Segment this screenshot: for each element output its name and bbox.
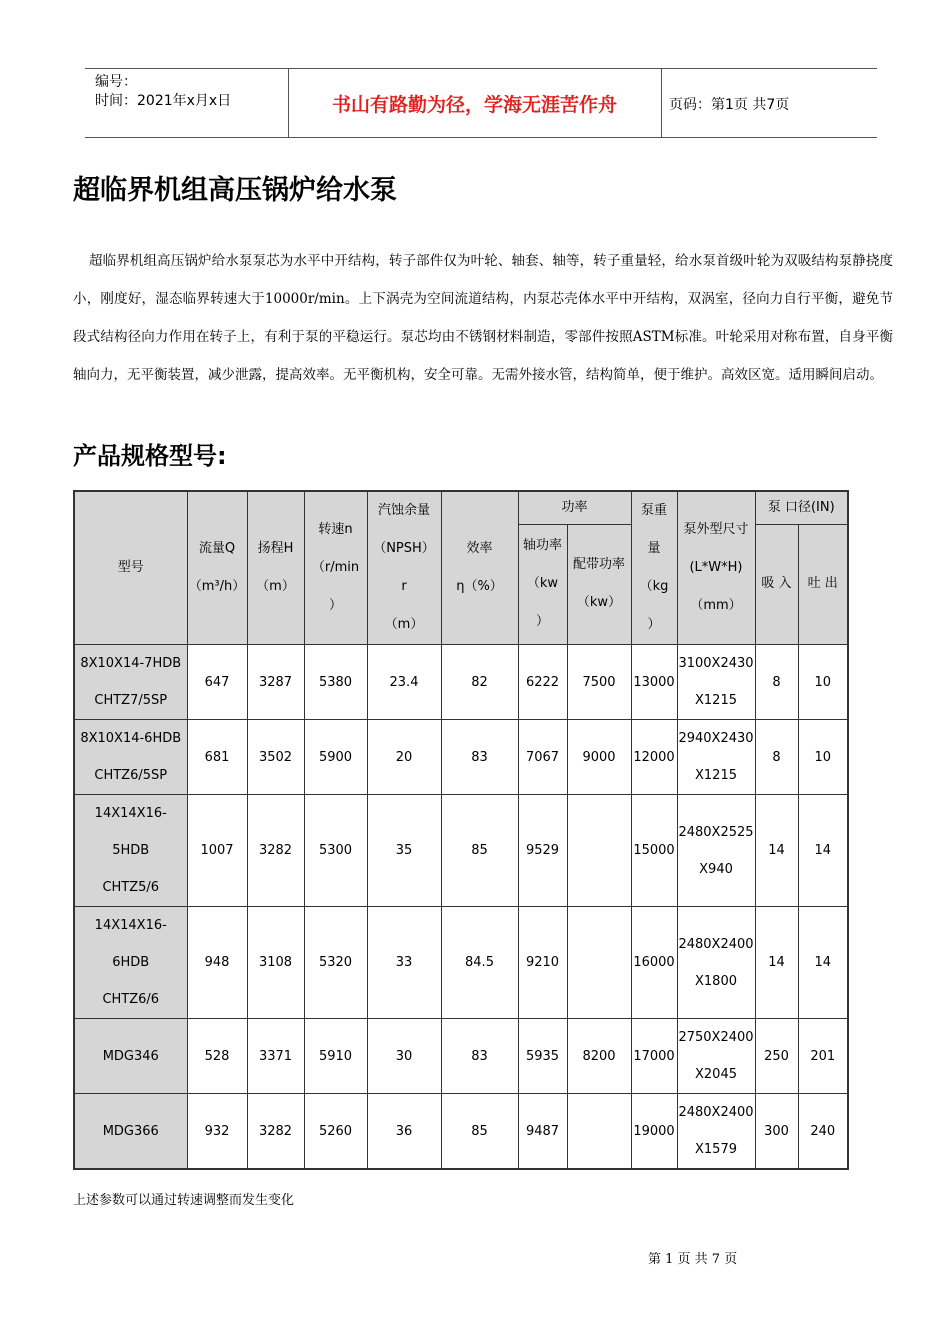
cell-model: MDG366 [74,1094,187,1170]
cell-head: 3282 [247,1094,304,1170]
header-speed: 转速n （r/min ） [304,491,367,645]
table-row [74,795,848,907]
cell-motor [567,795,631,907]
time-label: 时间：2021年x月x日 [95,93,232,109]
cell-speed: 5910 [304,1019,367,1094]
cell-weight: 13000 [631,645,677,720]
cell-flow: 647 [187,645,247,720]
cell-discharge: 10 [798,645,848,720]
cell-motor: 9000 [567,720,631,795]
cell-discharge: 240 [798,1094,848,1170]
cell-model: 8X10X14-7HDB CHTZ7/5SP [74,645,187,720]
header-divider [661,69,662,137]
cell-motor [567,1094,631,1170]
cell-eff: 82 [441,645,518,720]
cell-flow: 528 [187,1019,247,1094]
header-flow: 流量Q （m³/h） [187,491,247,645]
cell-npsh: 20 [367,720,441,795]
cell-eff: 85 [441,795,518,907]
cell-suction: 300 [755,1094,798,1170]
cell-shaft: 6222 [518,645,567,720]
cell-model: 14X14X16- 5HDB CHTZ5/6 [74,795,187,907]
cell-size: 2940X2430 X1215 [677,720,755,795]
cell-eff: 85 [441,1094,518,1170]
cell-head: 3108 [247,907,304,1019]
header-motto: 书山有路勤为径，学海无涯苦作舟 [331,93,617,116]
cell-weight: 17000 [631,1019,677,1094]
cell-shaft: 7067 [518,720,567,795]
cell-discharge: 201 [798,1019,848,1094]
cell-suction: 14 [755,795,798,907]
cell-discharge: 14 [798,907,848,1019]
cell-flow: 948 [187,907,247,1019]
header-meta [95,73,231,111]
cell-motor [567,907,631,1019]
cell-shaft: 5935 [518,1019,567,1094]
cell-speed: 5320 [304,907,367,1019]
page-footer: 第 1 页 共 7 页 [648,1252,738,1267]
cell-weight: 15000 [631,795,677,907]
cell-model: MDG346 [74,1019,187,1094]
header-size: 泵外型尺寸 (L*W*H) （mm） [677,491,755,645]
cell-discharge: 10 [798,720,848,795]
cell-eff: 83 [441,1019,518,1094]
cell-size: 3100X2430 X1215 [677,645,755,720]
cell-head: 3287 [247,645,304,720]
cell-npsh: 33 [367,907,441,1019]
spec-table [73,490,849,1170]
cell-head: 3282 [247,795,304,907]
cell-suction: 250 [755,1019,798,1094]
cell-weight: 16000 [631,907,677,1019]
cell-speed: 5900 [304,720,367,795]
cell-model: 14X14X16- 6HDB CHTZ6/6 [74,907,187,1019]
cell-shaft: 9487 [518,1094,567,1170]
table-row [74,907,848,1019]
cell-flow: 932 [187,1094,247,1170]
cell-suction: 8 [755,720,798,795]
cell-shaft: 9210 [518,907,567,1019]
cell-flow: 1007 [187,795,247,907]
table-row [74,720,848,795]
header-model: 型号 [74,491,187,645]
cell-weight: 19000 [631,1094,677,1170]
cell-size: 2480X2400 X1579 [677,1094,755,1170]
cell-suction: 8 [755,645,798,720]
cell-size: 2750X2400 X2045 [677,1019,755,1094]
cell-weight: 12000 [631,720,677,795]
header-efficiency: 效率 η（%） [441,491,518,645]
cell-suction: 14 [755,907,798,1019]
cell-eff: 84.5 [441,907,518,1019]
cell-head: 3371 [247,1019,304,1094]
code-label: 编号： [95,74,137,90]
cell-motor: 8200 [567,1019,631,1094]
cell-head: 3502 [247,720,304,795]
cell-speed: 5380 [304,645,367,720]
cell-flow: 681 [187,720,247,795]
header-port: 泵 口径(IN) [755,491,848,524]
header-npsh: 汽蚀余量 （NPSH） r （m） [367,491,441,645]
section-title: 产品规格型号: [73,442,227,470]
page-header [85,68,877,138]
cell-npsh: 30 [367,1019,441,1094]
header-shaft-power: 轴功率 （kw ） [518,524,567,645]
header-discharge: 吐 出 [798,524,848,645]
table-row [74,645,848,720]
cell-npsh: 23.4 [367,645,441,720]
cell-eff: 83 [441,720,518,795]
table-note: 上述参数可以通过转速调整而发生变化 [73,1193,295,1208]
table-row [74,1019,848,1094]
intro-paragraph: 超临界机组高压锅炉给水泵泵芯为水平中开结构，转子部件仅为叶轮、轴套、轴等，转子重量轻，给水泵首级叶轮为双吸结构泵静挠度小，刚度好，湿态临界转速大于10000r/min。上下涡壳为空间流道结构，内泵芯壳体水平中开结构，双涡室，径向力自行平衡，避免节段式结构径向力作用在转子上，有利于泵的平稳运行。泵芯均由不锈钢材料制造，零部件按照ASTM标准。叶轮采用对称布置，自身平衡轴向力，无平衡装置，减少泄露，提高效率。无平衡机构，安全可靠。无需外接水管，结构简单，便于维护。高效区宽。适用瞬间启动。 [73,253,893,383]
cell-motor: 7500 [567,645,631,720]
cell-model: 8X10X14-6HDB CHTZ6/5SP [74,720,187,795]
header-weight: 泵重 量 （kg ） [631,491,677,645]
cell-size: 2480X2400 X1800 [677,907,755,1019]
cell-size: 2480X2525 X940 [677,795,755,907]
page-label: 页码：第1页 共7页 [669,97,790,113]
cell-npsh: 36 [367,1094,441,1170]
cell-npsh: 35 [367,795,441,907]
header-head: 扬程H （m） [247,491,304,645]
page-title: 超临界机组高压锅炉给水泵 [73,175,397,206]
header-power: 功率 [518,491,631,524]
cell-discharge: 14 [798,795,848,907]
cell-shaft: 9529 [518,795,567,907]
table-row [74,1094,848,1170]
header-motor-power: 配带功率 （kw） [567,524,631,645]
header-suction: 吸 入 [755,524,798,645]
cell-speed: 5300 [304,795,367,907]
cell-speed: 5260 [304,1094,367,1170]
